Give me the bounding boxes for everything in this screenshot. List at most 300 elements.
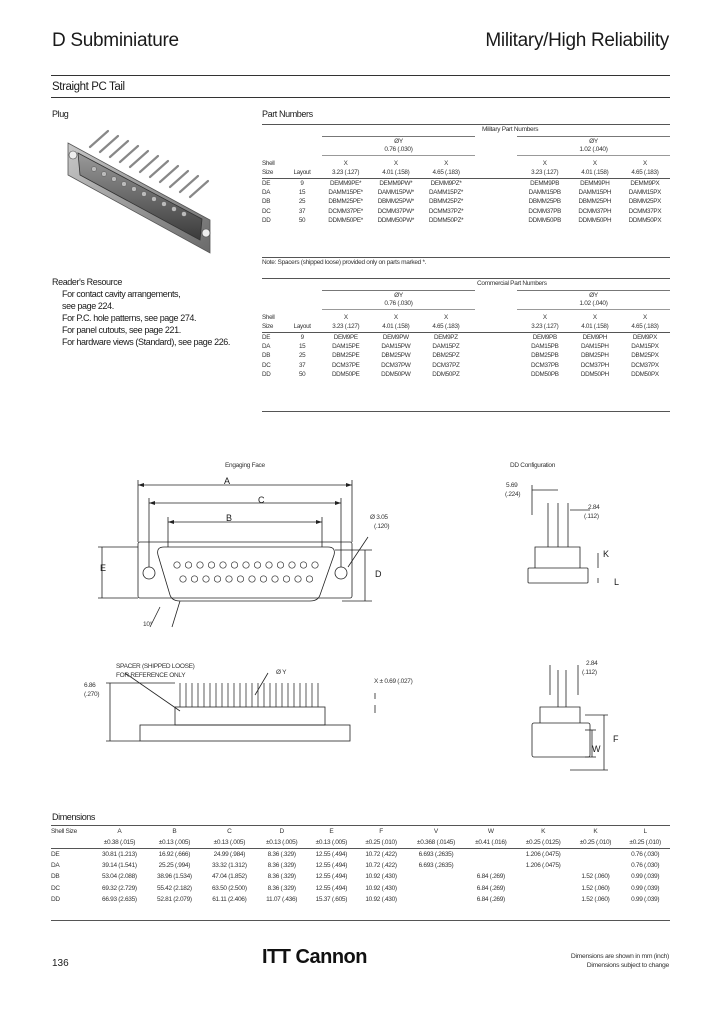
table-cell: 10.72 (.422) [365, 851, 397, 859]
table-cell: DEMM9PB [530, 179, 560, 187]
hole-dia-2: (.120) [374, 523, 390, 530]
table-cell: DD [51, 895, 60, 903]
military-note: Note: Spacers (shipped loose) provided only on parts marked *. [262, 259, 427, 266]
col-layout: Layout [293, 169, 311, 177]
table-cell: DDM50PW [381, 370, 411, 378]
x-header: X [343, 314, 348, 322]
x-header: X [642, 160, 647, 168]
table-cell: DEM9PB [532, 333, 557, 341]
x-header: X [592, 314, 597, 322]
dim-K: K [603, 549, 609, 559]
pin-cavity [180, 576, 186, 582]
resource-line: For hardware views (Standard), see page 226. [62, 337, 230, 347]
pin-cavity [203, 576, 209, 582]
column-header: D [279, 828, 284, 836]
table-cell: DDMM50PE* [328, 216, 363, 224]
military-oy-val-2: 1.02 (.040) [579, 146, 608, 153]
pin-cavity [191, 576, 197, 582]
table-cell: 6.84 (.269) [476, 873, 505, 881]
pin-cavity [214, 576, 220, 582]
tolerance-cell: ±0.13 (.005) [265, 839, 298, 847]
table-cell: DCM37PW [381, 361, 411, 369]
pin-cavity [312, 562, 318, 568]
table-row [51, 894, 670, 905]
table-row [262, 216, 670, 225]
table-cell: DE [51, 851, 60, 859]
tolerance-cell: ±0.368 (.0145) [416, 839, 455, 847]
table-cell: 0.99 (.039) [631, 895, 660, 903]
col-layout: Layout [293, 323, 311, 331]
table-cell: 0.99 (.039) [631, 873, 660, 881]
itt-cannon-logo: ITT Cannon [262, 946, 367, 968]
x-header: X [443, 314, 448, 322]
dimensions-tolerance-row [51, 837, 670, 849]
dd-config-label: DD Configuration [510, 462, 556, 469]
table-cell [516, 882, 571, 893]
x-header: X [542, 314, 547, 322]
column-header: V [433, 828, 438, 836]
pin-cavity [249, 576, 255, 582]
table-cell: 33.32 (1.312) [211, 862, 247, 870]
military-grid [262, 159, 670, 225]
table-cell: DDMM50PH [578, 216, 612, 224]
table-cell: DB [262, 352, 271, 360]
column-header: E [329, 828, 334, 836]
table-cell: DE [262, 333, 271, 341]
x-header: X [393, 160, 398, 168]
catalog-subcategory: Military/High Reliability [485, 30, 669, 51]
pc-tail-pins [180, 683, 318, 707]
table-cell [466, 849, 516, 861]
dim-B: B [226, 513, 232, 523]
table-row [262, 178, 670, 188]
tolerance-cell: ±0.25 (.010) [629, 839, 661, 847]
table-cell: DEMM9PH [580, 179, 610, 187]
readers-resource-title: Reader's Resource [52, 277, 122, 287]
section-rule [51, 97, 670, 98]
table-cell: DDMM50PX [628, 216, 662, 224]
table-row [262, 370, 670, 379]
x-value: 4.01 (.158) [382, 323, 410, 331]
catalog-category: D Subminiature [52, 30, 179, 51]
pin-cavity [260, 576, 266, 582]
x-value: 3.23 (.127) [531, 323, 559, 331]
table-cell: DEMM9PX [630, 179, 660, 187]
table-cell: 25.25 (.994) [158, 862, 191, 870]
x-value: 3.23 (.127) [332, 323, 360, 331]
commercial-rows [262, 332, 670, 379]
table-cell [516, 894, 571, 905]
side-insulator [175, 707, 325, 725]
table-cell: DBMM25PX [628, 198, 662, 206]
military-oy-1: ØY [394, 138, 403, 145]
table-cell: DDM50PB [531, 370, 559, 378]
tolerance-cell: ±0.25 (.010) [365, 839, 397, 847]
table-cell: 10.92 (.430) [365, 895, 397, 903]
spacer-note-2: FOR REFERENCE ONLY [116, 672, 186, 679]
table-row [51, 849, 670, 861]
table-cell: DC [262, 361, 271, 369]
table-row [262, 206, 670, 215]
table-cell: DCM37PZ [432, 361, 460, 369]
table-cell: DCMM37PZ* [428, 207, 464, 215]
pin-cavity [185, 562, 191, 568]
x-header: X [592, 160, 597, 168]
table-cell: DD [262, 216, 271, 224]
pin-cavity [272, 576, 278, 582]
table-cell: DC [51, 884, 60, 892]
table-cell: 37 [298, 361, 306, 369]
table-cell: DEM9PZ [434, 333, 458, 341]
table-cell: 12.55 (.494) [315, 862, 348, 870]
pin-cavity [300, 562, 306, 568]
dimensions-bottom-rule [51, 920, 670, 921]
table-cell: DAM15PE [332, 343, 360, 351]
table-cell: DBMM25PH [578, 198, 612, 206]
side-dim2-a: 2.84 [586, 660, 598, 667]
dim-A: A [224, 476, 230, 486]
dd-dim1-b: (.224) [505, 491, 521, 498]
table-cell: 0.76 (.030) [631, 862, 660, 870]
table-cell: DCMM37PH [578, 207, 612, 215]
x-value: 4.65 (.183) [432, 169, 460, 177]
table-cell: 10.92 (.430) [365, 873, 397, 881]
table-cell: 10.72 (.422) [365, 862, 397, 870]
table-cell: 50 [298, 370, 306, 378]
pin-cavity [231, 562, 237, 568]
table-cell: 6.693 (.2635) [418, 851, 454, 859]
height-a: 6.86 [84, 682, 96, 689]
table-cell: 12.55 (.494) [315, 884, 348, 892]
table-cell [406, 894, 466, 905]
column-header: L [643, 828, 647, 836]
pin-cavity [295, 576, 301, 582]
table-cell: DCMM37PX [628, 207, 662, 215]
table-cell: 15 [298, 343, 306, 351]
tolerance-cell: ±0.41 (.016) [475, 839, 507, 847]
table-cell [571, 860, 621, 871]
commercial-grid [262, 313, 670, 379]
table-cell: 47.04 (1.852) [211, 873, 247, 881]
column-header: A [117, 828, 122, 836]
table-cell: DEM9PW [382, 333, 409, 341]
dim-W: W [592, 744, 601, 754]
table-cell: DDMM50PB [528, 216, 561, 224]
table-cell: DD [262, 370, 271, 378]
x-value: 4.65 (.183) [432, 323, 460, 331]
table-cell: 9 [300, 179, 304, 187]
table-cell: 8.36 (.329) [267, 851, 296, 859]
dim-E: E [100, 563, 106, 573]
table-cell: DAMM15PW* [377, 189, 414, 197]
commercial-oy-1: ØY [394, 292, 403, 299]
header-rule [51, 75, 670, 76]
col-shell: Shell [262, 314, 275, 322]
table-row [262, 360, 670, 369]
table-cell: DAM15PH [581, 343, 609, 351]
table-cell: 16.92 (.666) [158, 851, 191, 859]
table-cell: DDM50PE [331, 370, 360, 378]
pin-cavity [197, 562, 203, 568]
dim-F: F [613, 734, 619, 744]
x-value: 4.01 (.158) [581, 169, 609, 177]
resource-line: For contact cavity arrangements, [62, 289, 181, 299]
column-header: K [593, 828, 598, 836]
pin-cavity [254, 562, 260, 568]
table-row [262, 351, 670, 360]
military-title: Military Part Numbers [482, 126, 539, 133]
table-cell: DCM37PH [580, 361, 609, 369]
x-header: X [393, 314, 398, 322]
dimensions-title: Dimensions [52, 812, 96, 822]
table-cell: 61.11 (2.406) [212, 895, 247, 903]
pin-cavity [266, 562, 272, 568]
table-cell: 37 [298, 207, 306, 215]
engaging-face-label: Engaging Face [225, 462, 265, 469]
table-cell: 55.42 (2.182) [157, 884, 192, 892]
pin-cavity [237, 576, 243, 582]
military-oy-2: ØY [589, 138, 598, 145]
table-cell: 0.76 (.030) [631, 851, 660, 859]
table-cell: 10.92 (.430) [365, 884, 397, 892]
pin-cavity [243, 562, 249, 568]
tolerance-cell [51, 837, 92, 849]
front-shell-outline [158, 547, 335, 601]
tolerance-cell: ±0.25 (.0125) [525, 839, 561, 847]
x-value: 4.01 (.158) [581, 323, 609, 331]
table-cell [466, 860, 516, 871]
column-header: Shell Size [51, 828, 77, 836]
table-cell: DA [262, 343, 271, 351]
table-cell: DCMM37PB [528, 207, 561, 215]
pin-cavity [277, 562, 283, 568]
table-cell: DAM15PX [631, 343, 659, 351]
dimensions-rows [51, 849, 670, 905]
col-size: Size [262, 169, 274, 177]
table-cell: DCM37PX [631, 361, 659, 369]
table-cell: 8.36 (.329) [267, 862, 296, 870]
technical-drawing [80, 455, 680, 775]
table-cell: DDMM50PZ* [428, 216, 464, 224]
table-cell: DBM25PX [631, 352, 659, 360]
readers-resource [52, 276, 230, 348]
table-cell: 12.55 (.494) [315, 873, 348, 881]
military-rows [262, 178, 670, 225]
table-cell: 1.52 (.060) [581, 895, 610, 903]
commercial-title: Commercial Part Numbers [477, 280, 547, 287]
pin-cavity [226, 576, 232, 582]
table-cell: DCM37PB [531, 361, 559, 369]
table-cell [516, 871, 571, 882]
footer-note-units: Dimensions are shown in mm (inch) [570, 953, 669, 960]
table-cell: DBM25PW [381, 352, 411, 360]
table-cell: 8.36 (.329) [267, 884, 296, 892]
table-cell: 8.36 (.329) [267, 873, 296, 881]
dd-dim2-b: (.112) [584, 513, 599, 520]
x-header: X [642, 314, 647, 322]
x-header: X [542, 160, 547, 168]
table-cell: 1.206 (.0475) [525, 862, 561, 870]
table-row [51, 860, 670, 871]
table-cell: DE [262, 179, 271, 187]
tolerance-cell: ±0.13 (.005) [213, 839, 246, 847]
x-value: 4.65 (.183) [631, 169, 659, 177]
dimensions-table [51, 826, 670, 905]
table-cell: 12.55 (.494) [315, 851, 348, 859]
table-row [262, 342, 670, 351]
column-header: F [379, 828, 383, 836]
resource-line: see page 224. [62, 301, 114, 311]
pin-cavity [220, 562, 226, 568]
table-cell: DC [262, 207, 271, 215]
oy-label: Ø Y [276, 669, 287, 676]
col-shell: Shell [262, 160, 275, 168]
side-flange [140, 725, 350, 741]
table-cell [406, 882, 466, 893]
table-cell: DEM9PE [333, 333, 358, 341]
table-cell: DAMM15PE* [328, 189, 363, 197]
plug-label: Plug [52, 109, 69, 119]
table-cell [406, 871, 466, 882]
col-size: Size [262, 323, 274, 331]
tolerance-cell: ±0.25 (.010) [579, 839, 612, 847]
spacer-note-1: SPACER (SHIPPED LOOSE) [116, 663, 195, 670]
table-cell: 1.52 (.060) [581, 884, 610, 892]
table-cell: 24.99 (.984) [213, 851, 246, 859]
table-cell: DB [262, 198, 271, 206]
table-cell: DAM15PZ [432, 343, 460, 351]
table-cell: DB [51, 873, 60, 881]
table-cell: 6.84 (.269) [476, 884, 505, 892]
table-cell: 50 [298, 216, 306, 224]
front-flange-outline [138, 542, 352, 598]
table-cell: DBM25PZ [432, 352, 460, 360]
table-cell: 52.81 (2.079) [157, 895, 192, 903]
pin-cavities [174, 562, 318, 582]
x-value: 4.65 (.183) [631, 323, 659, 331]
table-cell: DBMM25PW* [377, 198, 414, 206]
x-value: 3.23 (.127) [531, 169, 559, 177]
table-cell: DA [51, 862, 60, 870]
table-row [51, 871, 670, 882]
pin-cavity [306, 576, 312, 582]
section-title: Straight PC Tail [52, 81, 125, 93]
table-cell: 53.04 (2.088) [102, 873, 137, 881]
part-numbers-label: Part Numbers [262, 109, 313, 119]
table-cell: DAMM15PZ* [429, 189, 464, 197]
table-cell: DEM9PX [632, 333, 657, 341]
table-cell: DCM37PE [331, 361, 360, 369]
table-cell: 39.14 (1.541) [102, 862, 137, 870]
table-cell: 25 [298, 198, 306, 206]
table-row [262, 197, 670, 206]
footer-note-change: Dimensions subject to change [586, 962, 669, 969]
table-cell: DAMM15PH [578, 189, 612, 197]
table-cell: DA [262, 189, 271, 197]
dim-L: L [614, 577, 619, 587]
table-row [262, 188, 670, 197]
x-ref-label: X ± 0.69 (.027) [374, 678, 413, 685]
table-cell: 11.07 (.436) [266, 895, 298, 903]
table-cell: DEMM9PW* [379, 179, 413, 187]
table-cell: DBM25PH [581, 352, 609, 360]
mount-hole-left [143, 567, 155, 579]
page-number: 136 [52, 958, 69, 969]
angle-label: 10° [143, 621, 152, 628]
table-cell: 15 [298, 189, 306, 197]
table-cell: DAM15PB [531, 343, 559, 351]
table-cell: DEMM9PZ* [430, 179, 462, 187]
table-cell: DCMM37PE* [328, 207, 363, 215]
commercial-part-table [262, 278, 670, 378]
tolerance-cell: ±0.38 (.015) [103, 839, 136, 847]
military-oy-val-1: 0.76 (.030) [384, 146, 413, 153]
column-header: B [172, 828, 177, 836]
commercial-oy-val-1: 0.76 (.030) [384, 300, 413, 307]
table-cell: DDM50PZ [432, 370, 460, 378]
table-cell: DBMM25PE* [328, 198, 363, 206]
resource-line: For panel cutouts, see page 221. [62, 325, 181, 335]
table-cell: DDMM50PW* [377, 216, 415, 224]
tolerance-cell: ±0.13 (.005) [315, 839, 348, 847]
dim-C: C [258, 495, 265, 505]
table-cell: 66.93 (2.635) [102, 895, 137, 903]
mount-hole-right [335, 567, 347, 579]
table-cell: DCMM37PW* [377, 207, 415, 215]
dd-dim2-a: 2.84 [588, 504, 600, 511]
military-part-table [262, 124, 670, 266]
table-cell: 0.99 (.039) [631, 884, 660, 892]
table-cell: DEM9PH [582, 333, 608, 341]
pin-cavity [208, 562, 214, 568]
table-cell: 38.96 (1.534) [157, 873, 192, 881]
dimensions-header-row [51, 826, 670, 837]
table-cell: 6.693 (.2635) [418, 862, 454, 870]
commercial-oy-2: ØY [589, 292, 598, 299]
pin-cavity [289, 562, 295, 568]
height-b: (.270) [84, 691, 100, 698]
table-cell: DAMM15PX [628, 189, 662, 197]
table-cell: DBM25PE [332, 352, 360, 360]
x-value: 4.01 (.158) [382, 169, 410, 177]
table-cell: DBMM25PZ* [429, 198, 464, 206]
dim-D: D [375, 569, 382, 579]
table-cell: 69.32 (2.729) [102, 884, 137, 892]
side-dim2-b: (.112) [582, 669, 597, 676]
table-cell: DBMM25PB [528, 198, 561, 206]
table-cell: 25 [298, 352, 306, 360]
table-cell: 63.50 (2.500) [211, 884, 247, 892]
table-row [262, 332, 670, 342]
table-cell: 1.52 (.060) [581, 873, 610, 881]
table-cell: DDM50PH [580, 370, 609, 378]
table-cell: 9 [300, 333, 304, 341]
table-cell: DDM50PX [631, 370, 659, 378]
dd-dim1-a: 5.69 [506, 482, 518, 489]
table-cell: DAMM15PB [528, 189, 561, 197]
column-header: C [227, 828, 232, 836]
tolerance-cell: ±0.13 (.005) [158, 839, 191, 847]
x-header: X [343, 160, 348, 168]
pin-cavity [283, 576, 289, 582]
x-header: X [444, 160, 449, 168]
table-cell: 30.81 (1.213) [102, 851, 137, 859]
column-header: K [541, 828, 546, 836]
pin-cavity [174, 562, 180, 568]
resource-line: For P.C. hole patterns, see page 274. [62, 313, 197, 323]
table-cell [571, 849, 621, 861]
column-header: W [487, 828, 494, 836]
